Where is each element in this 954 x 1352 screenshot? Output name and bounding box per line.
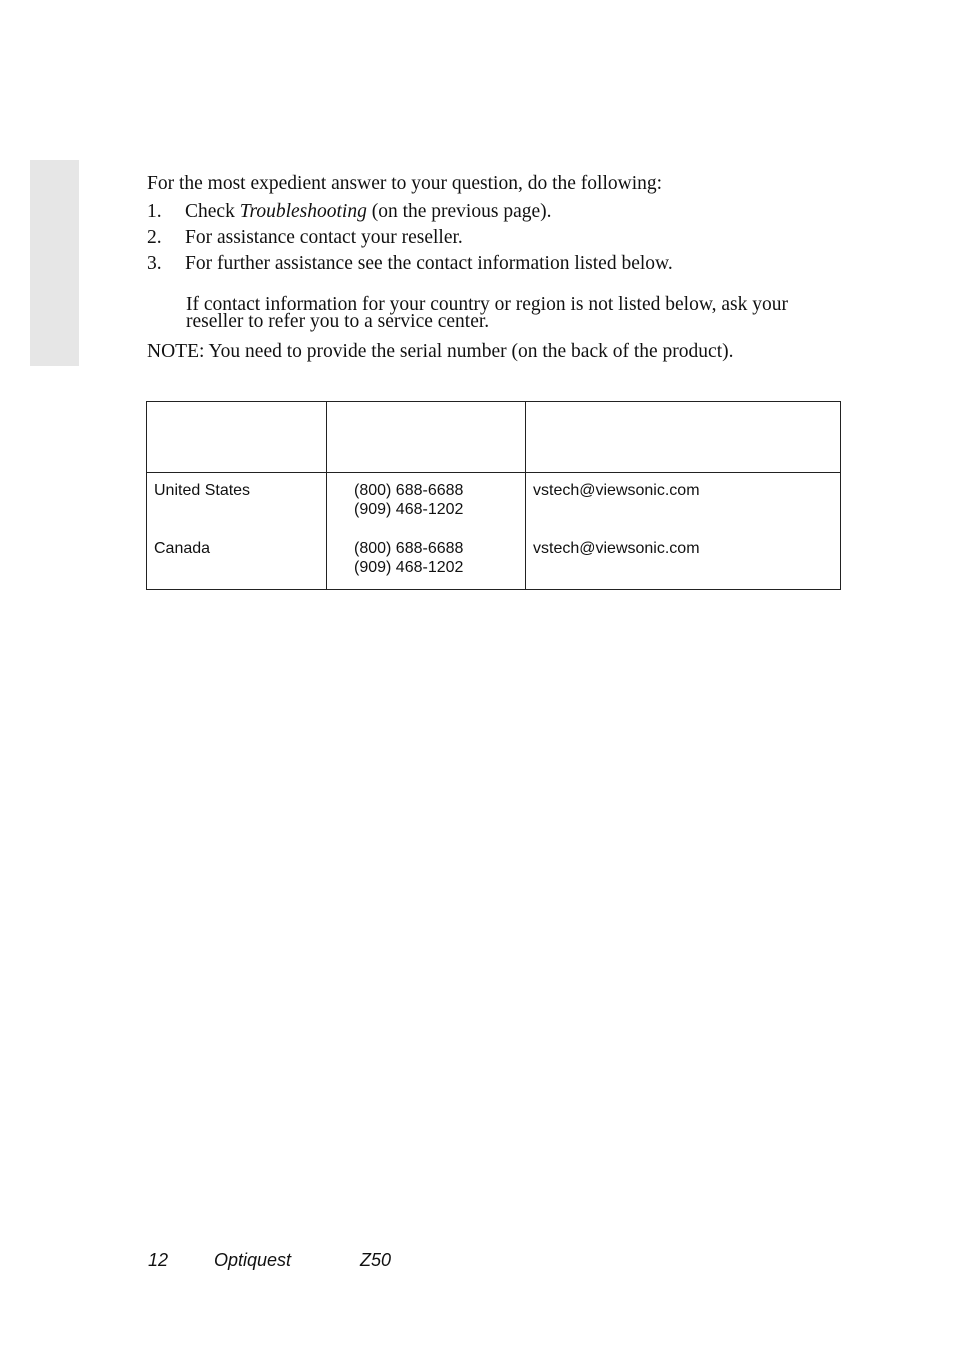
phone-number: (800) 688-6688 <box>354 482 464 499</box>
email-cell <box>526 473 841 590</box>
phone-number: (909) 468-1202 <box>354 559 464 576</box>
header-cell-phone <box>327 402 526 473</box>
contact-table <box>146 401 841 590</box>
side-tab-marker <box>30 160 79 366</box>
email-address: vstech@viewsonic.com <box>533 540 700 557</box>
table-header-row <box>147 402 841 473</box>
phone-number: (909) 468-1202 <box>354 501 464 518</box>
phone-number: (800) 688-6688 <box>354 540 464 557</box>
phone-group <box>354 481 519 539</box>
intro-text: For the most expedient answer to your question, do the following: <box>147 173 663 194</box>
footer-brand: Optiquest <box>214 1250 292 1270</box>
step-text: For assistance contact your reseller. <box>185 227 463 248</box>
steps-list <box>147 199 847 277</box>
country-name: Canada <box>154 540 211 557</box>
table-row <box>147 473 841 590</box>
step-text-post: (on the previous page). <box>366 201 552 222</box>
phone-cell <box>327 473 526 590</box>
troubleshooting-reference: Troubleshooting <box>239 201 367 222</box>
step-text: For further assistance see the contact information listed below. <box>185 253 673 274</box>
serial-number-note: NOTE: You need to provide the serial number (on the back of the product). <box>147 341 734 362</box>
header-cell-email <box>526 402 841 473</box>
step-number: 2. <box>147 227 162 248</box>
step-text-pre: Check <box>185 201 240 222</box>
step-item-2 <box>147 225 847 251</box>
step-number: 1. <box>147 201 162 222</box>
country-cell <box>147 473 327 590</box>
footer-model: Z50 <box>360 1250 392 1270</box>
step-number: 3. <box>147 253 162 274</box>
footer-page-number: 12 <box>148 1250 169 1270</box>
step-item-3 <box>147 251 847 277</box>
step-text <box>185 199 552 225</box>
phone-group <box>354 539 519 579</box>
step-item-1 <box>147 199 847 225</box>
header-cell-country <box>147 402 327 473</box>
country-name: United States <box>154 482 251 499</box>
region-note: If contact information for your country or region is not listed below, ask your reseller to refer you to a service center. <box>186 294 789 332</box>
email-address: vstech@viewsonic.com <box>533 482 700 499</box>
